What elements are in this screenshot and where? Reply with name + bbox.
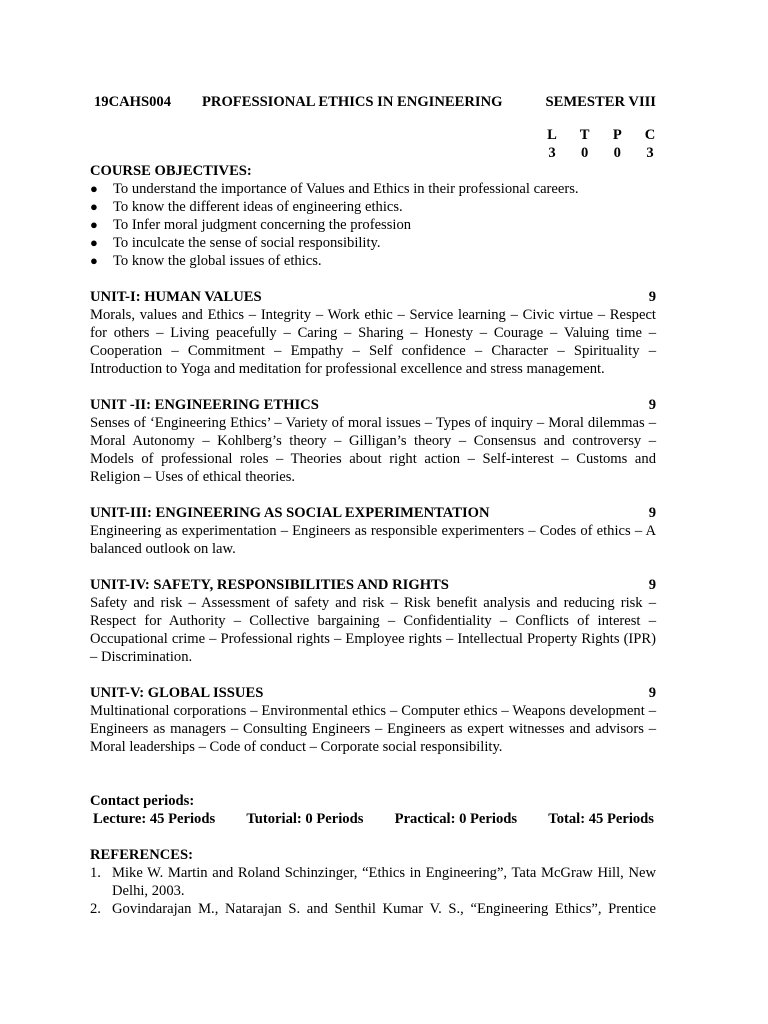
ltpc-values	[546, 144, 656, 162]
contact-heading: Contact periods:	[90, 793, 195, 809]
unit-heading	[90, 576, 656, 594]
lecture-periods: Lecture: 45 Periods	[93, 811, 216, 827]
ltpc-value-c: 3	[646, 145, 654, 161]
unit-content: Safety and risk – Assessment of safety and risk – Risk benefit analysis and reducing risk – Respect for Authority – Collective bargaining – Confidentiality – Conflicts of interest – Occupational crime – Professional rights – Employee rights – Intellectual Property Rights (IPR) – Discrimination.	[90, 595, 656, 665]
unit-content: Morals, values and Ethics – Integrity – Work ethic – Service learning – Civic virtue – Respect for others – Living peacefully – Caring – Sharing – Honesty – Courage – Valuing time – Cooperation – Commitment – Empathy – Self confidence – Character – Spirituality – Introduction to Yoga and meditation for professional excellence and stress management.	[90, 307, 656, 377]
ltpc-value-t: 0	[581, 145, 589, 161]
unit-content: Senses of ‘Engineering Ethics’ – Variety of moral issues – Types of inquiry – Moral dilemmas – Moral Autonomy – Kohlberg’s theory – Gilligan’s theory – Consensus and controversy – Models of professional roles – Theories about right action – Self-interest – Customs and Religion – Uses of ethical theories.	[90, 415, 656, 485]
unit-title: UNIT-IV: SAFETY, RESPONSIBILITIES AND RIGHTS	[90, 577, 449, 593]
objective-text: To Infer moral judgment concerning the profession	[113, 217, 412, 233]
tutorial-periods: Tutorial: 0 Periods	[246, 811, 364, 827]
contact-periods	[90, 792, 656, 828]
reference-number: 1.	[90, 865, 101, 881]
practical-periods: Practical: 0 Periods	[394, 811, 518, 827]
ltpc-value-l: 3	[548, 145, 556, 161]
list-item	[90, 198, 656, 216]
reference-text: Mike W. Martin and Roland Schinzinger, “Ethics in Engineering”, Tata McGraw Hill, New Delhi, 2003.	[112, 865, 656, 899]
unit-3	[90, 504, 656, 558]
ltpc-labels	[546, 126, 656, 144]
bullet-icon: ●	[90, 235, 98, 250]
bullet-icon: ●	[90, 199, 98, 214]
bullet-icon: ●	[90, 253, 98, 268]
unit-hours: 9	[648, 505, 656, 521]
objective-text: To understand the importance of Values and Ethics in their professional careers.	[113, 181, 579, 197]
course-header	[90, 93, 656, 111]
ltpc-label-l: L	[547, 127, 557, 143]
ltpc-label-t: T	[579, 127, 590, 143]
objective-text: To know the global issues of ethics.	[113, 253, 322, 269]
list-item	[90, 216, 656, 234]
semester-label: SEMESTER VIII	[545, 94, 656, 110]
unit-2	[90, 396, 656, 486]
course-title: PROFESSIONAL ETHICS IN ENGINEERING	[202, 94, 503, 110]
unit-4	[90, 576, 656, 666]
references	[90, 846, 656, 918]
unit-5	[90, 684, 656, 756]
objective-text: To know the different ideas of engineering ethics.	[113, 199, 403, 215]
unit-title: UNIT-I: HUMAN VALUES	[90, 289, 262, 305]
unit-heading	[90, 684, 656, 702]
course-code: 19CAHS004	[94, 94, 172, 110]
bullet-icon: ●	[90, 217, 98, 232]
unit-hours: 9	[648, 685, 656, 701]
ltpc-label-c: C	[644, 127, 656, 143]
unit-1	[90, 288, 656, 378]
bullet-icon: ●	[90, 181, 98, 196]
ltpc-value-p: 0	[613, 145, 621, 161]
unit-content: Engineering as experimentation – Engineers as responsible experimenters – Codes of ethics – A balanced outlook on law.	[90, 523, 656, 557]
list-item	[90, 252, 656, 270]
objectives-heading: COURSE OBJECTIVES:	[90, 163, 252, 179]
references-list	[90, 864, 656, 918]
list-item	[90, 180, 656, 198]
unit-content: Multinational corporations – Environmental ethics – Computer ethics – Weapons development – Engineers as managers – Consulting Engineers – Engineers as expert witnesses and advisors – Moral leaderships – Code of conduct – Corporate social responsibility.	[90, 703, 656, 755]
syllabus-page	[90, 93, 656, 918]
unit-heading	[90, 288, 656, 306]
periods-row	[90, 810, 656, 828]
ltpc-label-p: P	[612, 127, 622, 143]
list-item	[90, 234, 656, 252]
course-objectives	[90, 162, 656, 270]
reference-number: 2.	[90, 901, 101, 917]
total-periods: Total: 45 Periods	[548, 811, 654, 827]
unit-title: UNIT-V: GLOBAL ISSUES	[90, 685, 264, 701]
objectives-list	[90, 180, 656, 270]
ltpc-table	[546, 126, 656, 162]
list-item	[90, 900, 656, 918]
unit-title: UNIT-III: ENGINEERING AS SOCIAL EXPERIMENTATION	[90, 505, 490, 521]
unit-hours: 9	[648, 577, 656, 593]
objective-text: To inculcate the sense of social responsibility.	[113, 235, 381, 251]
unit-heading	[90, 396, 656, 414]
unit-title: UNIT -II: ENGINEERING ETHICS	[90, 397, 319, 413]
reference-text: Govindarajan M., Natarajan S. and Senthil Kumar V. S., “Engineering Ethics”, Prentice	[112, 901, 656, 917]
unit-hours: 9	[648, 397, 656, 413]
references-heading: REFERENCES:	[90, 847, 193, 863]
unit-heading	[90, 504, 656, 522]
list-item	[90, 864, 656, 900]
unit-hours: 9	[648, 289, 656, 305]
